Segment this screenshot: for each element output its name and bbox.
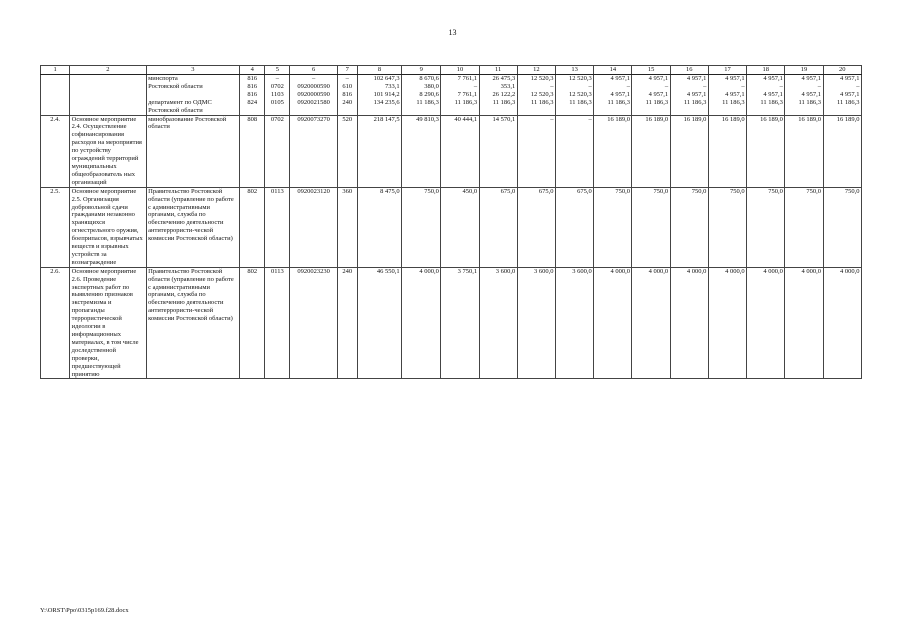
code-cell: 0113 — [265, 187, 290, 267]
code-cell: 0702 — [265, 115, 290, 187]
amount-cell: 4 000,0 — [594, 267, 632, 379]
amount-cell: 750,0 — [594, 187, 632, 267]
code-cell: 824 — [240, 99, 265, 115]
amount-cell: 11 186,3 — [785, 99, 823, 115]
amount-cell: 11 186,3 — [670, 99, 708, 115]
amount-cell: – — [632, 83, 670, 91]
executor-cell — [146, 91, 240, 99]
amount-cell: 4 957,1 — [785, 91, 823, 99]
column-number: 10 — [441, 66, 479, 75]
column-number: 5 — [265, 66, 290, 75]
amount-cell: 4 000,0 — [823, 267, 861, 379]
measure-name-cell: Основное мероприятие 2.5. Организация добровольной сдачи гражданами незаконно хранящихся огнестрельного оружия, боеприпасов, взрывчатых веществ и взрывных устройств за вознаграждение — [70, 187, 146, 267]
amount-cell: 353,1 — [479, 83, 517, 91]
row-number-cell: 2.6. — [41, 267, 70, 379]
amount-cell: 101 914,2 — [357, 91, 401, 99]
row-number-cell — [41, 75, 70, 83]
amount-cell: 26 122,2 — [479, 91, 517, 99]
measure-name-cell — [70, 99, 146, 115]
amount-cell: 3 600,0 — [479, 267, 517, 379]
column-number: 15 — [632, 66, 670, 75]
amount-cell: – — [785, 83, 823, 91]
amount-cell: 11 186,3 — [632, 99, 670, 115]
amount-cell: 12 520,3 — [517, 91, 555, 99]
column-number: 18 — [747, 66, 785, 75]
amount-cell: 4 000,0 — [747, 267, 785, 379]
amount-cell: 49 810,3 — [402, 115, 441, 187]
amount-cell: – — [823, 83, 861, 91]
amount-cell: 733,1 — [357, 83, 401, 91]
amount-cell: 134 235,6 — [357, 99, 401, 115]
executor-cell: Правительство Ростовской области (управление по работе с административными органами, служба по обеспечению деятельности антитеррористи-ческой комиссии Ростовской области) — [146, 267, 240, 379]
column-number: 19 — [785, 66, 823, 75]
code-cell: 816 — [240, 75, 265, 83]
table-row — [41, 115, 862, 187]
page-number: 13 — [448, 28, 457, 37]
table-row — [41, 99, 862, 115]
amount-cell: 12 520,3 — [556, 75, 594, 83]
column-number: 17 — [708, 66, 746, 75]
amount-cell: – — [517, 115, 555, 187]
code-cell: 816 — [240, 83, 265, 91]
amount-cell: – — [441, 83, 479, 91]
amount-cell: 11 186,3 — [823, 99, 861, 115]
amount-cell: 11 186,3 — [594, 99, 632, 115]
code-cell: 0920023120 — [290, 187, 337, 267]
amount-cell: 4 957,1 — [670, 75, 708, 83]
amount-cell: 4 957,1 — [594, 75, 632, 83]
amount-cell: 11 186,3 — [441, 99, 479, 115]
column-number: 3 — [146, 66, 240, 75]
amount-cell: 40 444,1 — [441, 115, 479, 187]
table-row — [41, 187, 862, 267]
amount-cell: – — [747, 83, 785, 91]
row-number-cell — [41, 91, 70, 99]
column-number: 1 — [41, 66, 70, 75]
code-cell: 610 — [337, 83, 357, 91]
amount-cell: 8 475,0 — [357, 187, 401, 267]
amount-cell: 14 570,1 — [479, 115, 517, 187]
table-row — [41, 91, 862, 99]
amount-cell: – — [594, 83, 632, 91]
amount-cell: 750,0 — [632, 187, 670, 267]
amount-cell: 16 189,0 — [632, 115, 670, 187]
code-cell: 816 — [240, 91, 265, 99]
table-row — [41, 83, 862, 91]
amount-cell: 7 761,1 — [441, 91, 479, 99]
row-number-cell: 2.5. — [41, 187, 70, 267]
column-number: 6 — [290, 66, 337, 75]
amount-cell: 750,0 — [823, 187, 861, 267]
amount-cell: 4 000,0 — [785, 267, 823, 379]
amount-cell: 12 520,3 — [517, 75, 555, 83]
amount-cell: 8 290,6 — [402, 91, 441, 99]
amount-cell: 4 000,0 — [402, 267, 441, 379]
amount-cell: 4 957,1 — [594, 91, 632, 99]
amount-cell: 4 000,0 — [708, 267, 746, 379]
amount-cell: 4 957,1 — [823, 75, 861, 83]
amount-cell: 26 475,3 — [479, 75, 517, 83]
row-number-cell: 2.4. — [41, 115, 70, 187]
amount-cell: 4 957,1 — [632, 91, 670, 99]
code-cell: 802 — [240, 267, 265, 379]
measure-name-cell: Основное мероприятие 2.4. Осуществление софинансирования расходов на мероприятия по устройству ограждений территорий муниципальных общеобразователь ных организаций — [70, 115, 146, 187]
code-cell: 1103 — [265, 91, 290, 99]
amount-cell: – — [670, 83, 708, 91]
amount-cell: 11 186,3 — [479, 99, 517, 115]
amount-cell: 450,0 — [441, 187, 479, 267]
amount-cell: 3 600,0 — [517, 267, 555, 379]
amount-cell: 16 189,0 — [708, 115, 746, 187]
code-cell: – — [337, 75, 357, 83]
amount-cell: 102 647,3 — [357, 75, 401, 83]
amount-cell: 4 957,1 — [747, 91, 785, 99]
column-number: 14 — [594, 66, 632, 75]
code-cell: 0920000590 — [290, 91, 337, 99]
column-number-row — [41, 66, 862, 75]
amount-cell: 16 189,0 — [823, 115, 861, 187]
table-row — [41, 267, 862, 379]
column-number: 16 — [670, 66, 708, 75]
column-number: 12 — [517, 66, 555, 75]
amount-cell: 4 000,0 — [632, 267, 670, 379]
measure-name-cell — [70, 75, 146, 83]
column-number: 11 — [479, 66, 517, 75]
amount-cell: 8 670,6 — [402, 75, 441, 83]
amount-cell: 12 520,3 — [556, 91, 594, 99]
column-number: 7 — [337, 66, 357, 75]
amount-cell: – — [556, 115, 594, 187]
column-number: 9 — [402, 66, 441, 75]
amount-cell: 380,0 — [402, 83, 441, 91]
amount-cell: 4 957,1 — [823, 91, 861, 99]
amount-cell: 3 750,1 — [441, 267, 479, 379]
amount-cell: 675,0 — [479, 187, 517, 267]
column-number: 13 — [556, 66, 594, 75]
amount-cell: 750,0 — [670, 187, 708, 267]
executor-cell: Ростовской области — [146, 83, 240, 91]
executor-cell: минспорта — [146, 75, 240, 83]
code-cell: 0920023230 — [290, 267, 337, 379]
amount-cell: 46 550,1 — [357, 267, 401, 379]
amount-cell: 16 189,0 — [747, 115, 785, 187]
amount-cell: 16 189,0 — [594, 115, 632, 187]
code-cell: 816 — [337, 91, 357, 99]
amount-cell: 11 186,3 — [708, 99, 746, 115]
amount-cell: 675,0 — [517, 187, 555, 267]
code-cell: 520 — [337, 115, 357, 187]
measure-name-cell — [70, 83, 146, 91]
code-cell: 802 — [240, 187, 265, 267]
amount-cell: 750,0 — [708, 187, 746, 267]
code-cell: 0702 — [265, 83, 290, 91]
code-cell: 0920000590 — [290, 83, 337, 91]
amount-cell: 16 189,0 — [785, 115, 823, 187]
amount-cell: 16 189,0 — [670, 115, 708, 187]
amount-cell: 11 186,3 — [747, 99, 785, 115]
amount-cell: 4 000,0 — [670, 267, 708, 379]
code-cell: – — [290, 75, 337, 83]
code-cell: 240 — [337, 267, 357, 379]
amount-cell: 4 957,1 — [747, 75, 785, 83]
table-row — [41, 75, 862, 83]
amount-cell: 7 761,1 — [441, 75, 479, 83]
code-cell: 0105 — [265, 99, 290, 115]
column-number: 4 — [240, 66, 265, 75]
executor-cell: Правительство Ростовской области (управление по работе с административными органами, служба по обеспечению деятельности антитеррористи-ческой комиссии Ростовской области) — [146, 187, 240, 267]
amount-cell: 11 186,3 — [517, 99, 555, 115]
amount-cell: 4 957,1 — [785, 75, 823, 83]
amount-cell: 11 186,3 — [402, 99, 441, 115]
amount-cell: 4 957,1 — [632, 75, 670, 83]
amount-cell: 11 186,3 — [556, 99, 594, 115]
row-number-cell — [41, 99, 70, 115]
amount-cell: 675,0 — [556, 187, 594, 267]
code-cell: 0113 — [265, 267, 290, 379]
amount-cell: 218 147,5 — [357, 115, 401, 187]
column-number: 20 — [823, 66, 861, 75]
row-number-cell — [41, 83, 70, 91]
code-cell: 360 — [337, 187, 357, 267]
column-number: 8 — [357, 66, 401, 75]
amount-cell: – — [708, 83, 746, 91]
amount-cell: 3 600,0 — [556, 267, 594, 379]
code-cell: 240 — [337, 99, 357, 115]
code-cell: 808 — [240, 115, 265, 187]
code-cell: 0920073270 — [290, 115, 337, 187]
budget-table — [40, 65, 862, 379]
amount-cell: 4 957,1 — [670, 91, 708, 99]
amount-cell: – — [517, 83, 555, 91]
column-number: 2 — [70, 66, 146, 75]
footer-file-path: Y:\ORST\Ppo\0315p169.f28.docx — [40, 607, 129, 614]
amount-cell: 750,0 — [747, 187, 785, 267]
amount-cell: 750,0 — [402, 187, 441, 267]
executor-cell: департамент по ОДМС Ростовской области — [146, 99, 240, 115]
amount-cell: – — [556, 83, 594, 91]
code-cell: 0920021580 — [290, 99, 337, 115]
amount-cell: 750,0 — [785, 187, 823, 267]
amount-cell: 4 957,1 — [708, 75, 746, 83]
measure-name-cell — [70, 91, 146, 99]
amount-cell: 4 957,1 — [708, 91, 746, 99]
code-cell: – — [265, 75, 290, 83]
measure-name-cell: Основное мероприятие 2.6. Проведение экспертных работ по выявлению признаков экстремизма и пропаганды террористической идеологии в информационных материалах, в том числе доследственной проверки, предшествующей принятию — [70, 267, 146, 379]
executor-cell: минобразование Ростовской области — [146, 115, 240, 187]
